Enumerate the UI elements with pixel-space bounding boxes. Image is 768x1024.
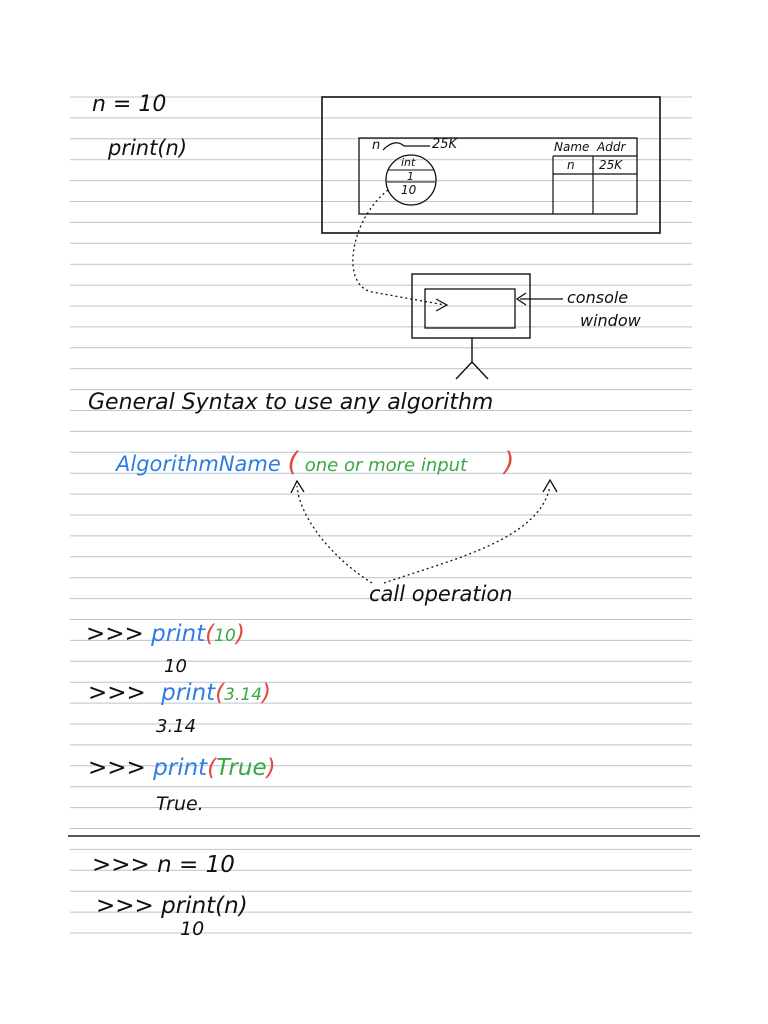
call-arrow-right [384,486,550,583]
example-call [86,621,245,647]
call-arrow-left [297,486,372,583]
call-operation-label: call operation [369,582,513,606]
console-label-line1: console [567,288,629,307]
object-type: int [401,156,416,169]
example-close-paren: ) [262,680,272,706]
monitor-leg-left [456,362,472,379]
example-open-paren: ( [215,680,225,706]
example-output: 3.14 [156,716,197,737]
table-cell-name: n [567,158,575,172]
example-call [88,680,271,706]
example-func: print [153,755,208,781]
console-screen [425,289,515,328]
example-output: 10 [164,656,187,677]
var-arrow [383,143,404,150]
syntax-heading: General Syntax to use any algorithm [88,390,494,415]
bottom-assignment: >>> n = 10 [92,852,235,878]
bottom-output: 10 [180,918,205,940]
example-close-paren: ) [266,755,276,781]
syntax-open-paren: ( [287,447,299,478]
example-func: print [151,621,206,647]
example-arg: True [216,755,267,781]
example-call [88,755,276,781]
example-open-paren: ( [205,621,215,647]
bottom-print-call: >>> print(n) [96,893,248,919]
example-prompt: >>> [86,621,144,647]
console-label-line2: window [580,311,641,330]
syntax-close-paren: ) [503,447,515,478]
memory-var-label: n [372,138,381,153]
table-header-addr: Addr [597,140,626,154]
example-prompt: >>> [88,680,146,706]
object-value: 10 [401,183,417,197]
example-close-paren: ) [235,621,245,647]
algorithm-name: AlgorithmName [116,452,281,476]
call-operation-arrows [291,480,557,583]
example-arg: 3.14 [224,685,263,705]
top-assignment: n = 10 [92,92,167,117]
monitor-leg-right [472,362,488,379]
object-refcount: 1 [407,170,414,183]
memory-address-label: 25K [432,137,458,152]
example-open-paren: ( [207,755,217,781]
example-arg: 10 [214,626,236,646]
table-header-name: Name [554,140,590,154]
top-print-call: print(n) [108,136,188,160]
syntax-line [116,447,514,478]
example-output: True. [156,793,204,815]
example-func: print [161,680,216,706]
dotted-link [353,190,445,305]
table-cell-addr: 25K [599,158,623,172]
example-prompt: >>> [88,755,146,781]
syntax-inputs: one or more input [304,455,468,476]
